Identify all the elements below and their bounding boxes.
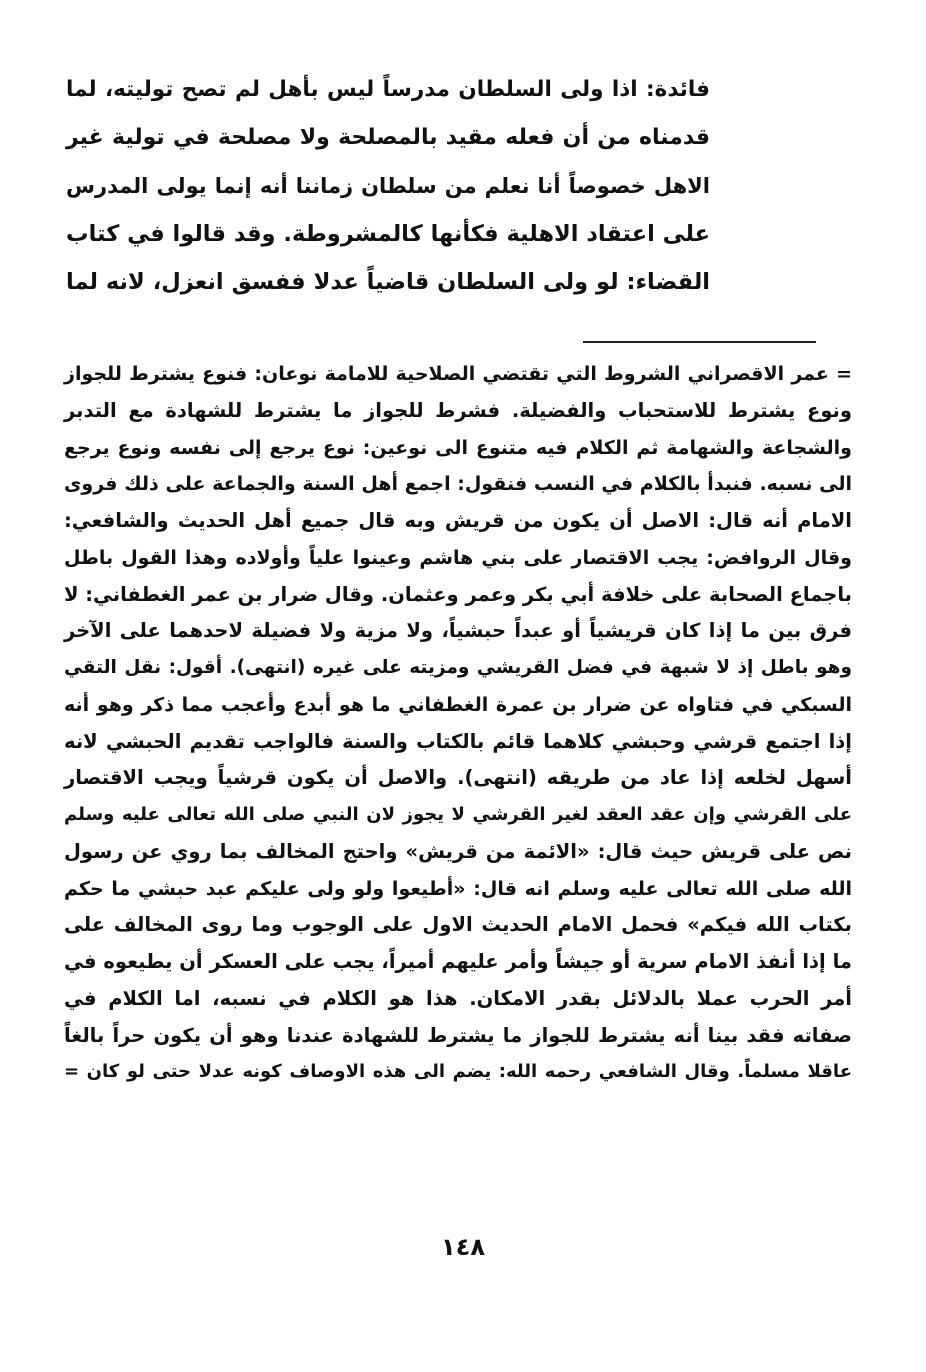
main-text-line: القضاء: لو ولى السلطان قاضياً عدلا ففسق انعزل، لانه لما xyxy=(66,269,710,295)
footnote-line: والشجاعة والشهامة ثم الكلام فيه متنوع الى نوعين: نوع يرجع إلى نفسه ونوع يرجع xyxy=(64,436,852,459)
footnote-line: ما إذا أنفذ الامام سرية أو جيشاً وأمر عليهم أميراً، يجب على العسكر أن يطيعوه في xyxy=(64,950,852,973)
footnote-divider xyxy=(583,341,816,343)
main-text-line: قدمناه من أن فعله مقيد بالمصلحة ولا مصلحة في تولية غير xyxy=(66,125,710,150)
main-text-line: على اعتقاد الاهلية فكأنها كالمشروطة. وقد قالوا في كتاب xyxy=(66,221,710,247)
main-text-line: فائدة: اذا ولى السلطان مدرساً ليس بأهل لم تصح توليته، لما xyxy=(66,77,710,102)
footnote-line: بكتاب الله فيكم» فحمل الامام الحديث الاول على الوجوب وما روى المخالف على xyxy=(64,913,852,937)
footnote-line: الى نسبه. فنبدأ بالكلام في النسب فنقول: اجمع أهل السنة والجماعة على ذلك فروى xyxy=(64,473,852,496)
page-number: ١٤٨ xyxy=(441,1233,485,1261)
footnote-line: عاقلا مسلماً. وقال الشافعي رحمه الله: يضم الى هذه الاوصاف كونه عدلا حتى لو كان = xyxy=(64,1061,852,1083)
main-text-line: الاهل خصوصاً أنا نعلم من سلطان زماننا أنه إنما يولى المدرس xyxy=(66,174,710,198)
footnote-line: الامام أنه قال: الاصل أن يكون من قريش وبه قال جميع أهل الحديث والشافعي: xyxy=(64,509,852,532)
footnote-line: باجماع الصحابة على خلافة أبي بكر وعمر وعثمان. وقال ضرار بن عمر الغطفاني: لا xyxy=(63,582,852,606)
footnote-line: أسهل لخلعه إذا عاد من طريقه (انتهى). والاصل أن يكون قرشياً ويجب الاقتصار xyxy=(64,766,852,790)
main-text-block xyxy=(66,66,710,306)
footnote-line: السبكي في فتاواه عن ضرار بن عمرة الغطفاني ما هو أبدع وأعجب مما ذكر وهو أنه xyxy=(64,693,852,716)
footnote-block xyxy=(64,356,852,1091)
footnote-line: أمر الحرب عملا بالدلائل بقدر الامكان. هذا هو الكلام في نسبه، اما الكلام في xyxy=(64,986,852,1010)
footnote-line: وقال الروافض: يجب الاقتصار على بني هاشم وعينوا علياً وأولاده وهذا القول باطل xyxy=(64,546,852,569)
footnote-line: على القرشي وإن عقد العقد لغير القرشي لا يجوز لان النبي صلى الله تعالى عليه وسلم xyxy=(64,804,852,825)
footnote-line: فرق بين ما إذا كان قريشياً أو عبداً حبشياً، ولا مزية ولا فضيلة لاحدهما على الآخر xyxy=(64,619,852,643)
footnote-line: صفاته فقد بينا أنه يشترط للجواز ما يشترط للشهادة عندنا وهو أن يكون حراً بالغاً xyxy=(64,1023,852,1047)
footnote-line: = عمر الاقصراني الشروط التي تقتضي الصلاحية للامامة نوعان: فنوع يشترط للجواز xyxy=(64,363,852,385)
footnote-line: ونوع يشترط للاستحباب والفضيلة. فشرط للجواز ما يشترط للشهادة مع التدبر xyxy=(64,398,852,422)
footnote-line: إذا اجتمع قرشي وحبشي كلاهما قائم بالكتاب والسنة فالواجب تقديم الحبشي لانه xyxy=(64,729,852,753)
footnote-line: الله صلى الله تعالى عليه وسلم انه قال: «أطيعوا ولو ولى عليكم عبد حبشي ما حكم xyxy=(64,877,852,900)
footnote-line: وهو باطل إذ لا شبهة في فضل القريشي ومزيته على غيره (انتهى). أقول: نقل التقي xyxy=(64,657,852,678)
footnote-line: نص على قريش حيث قال: «الائمة من قريش» واحتج المخالف بما روي عن رسول xyxy=(64,839,852,863)
